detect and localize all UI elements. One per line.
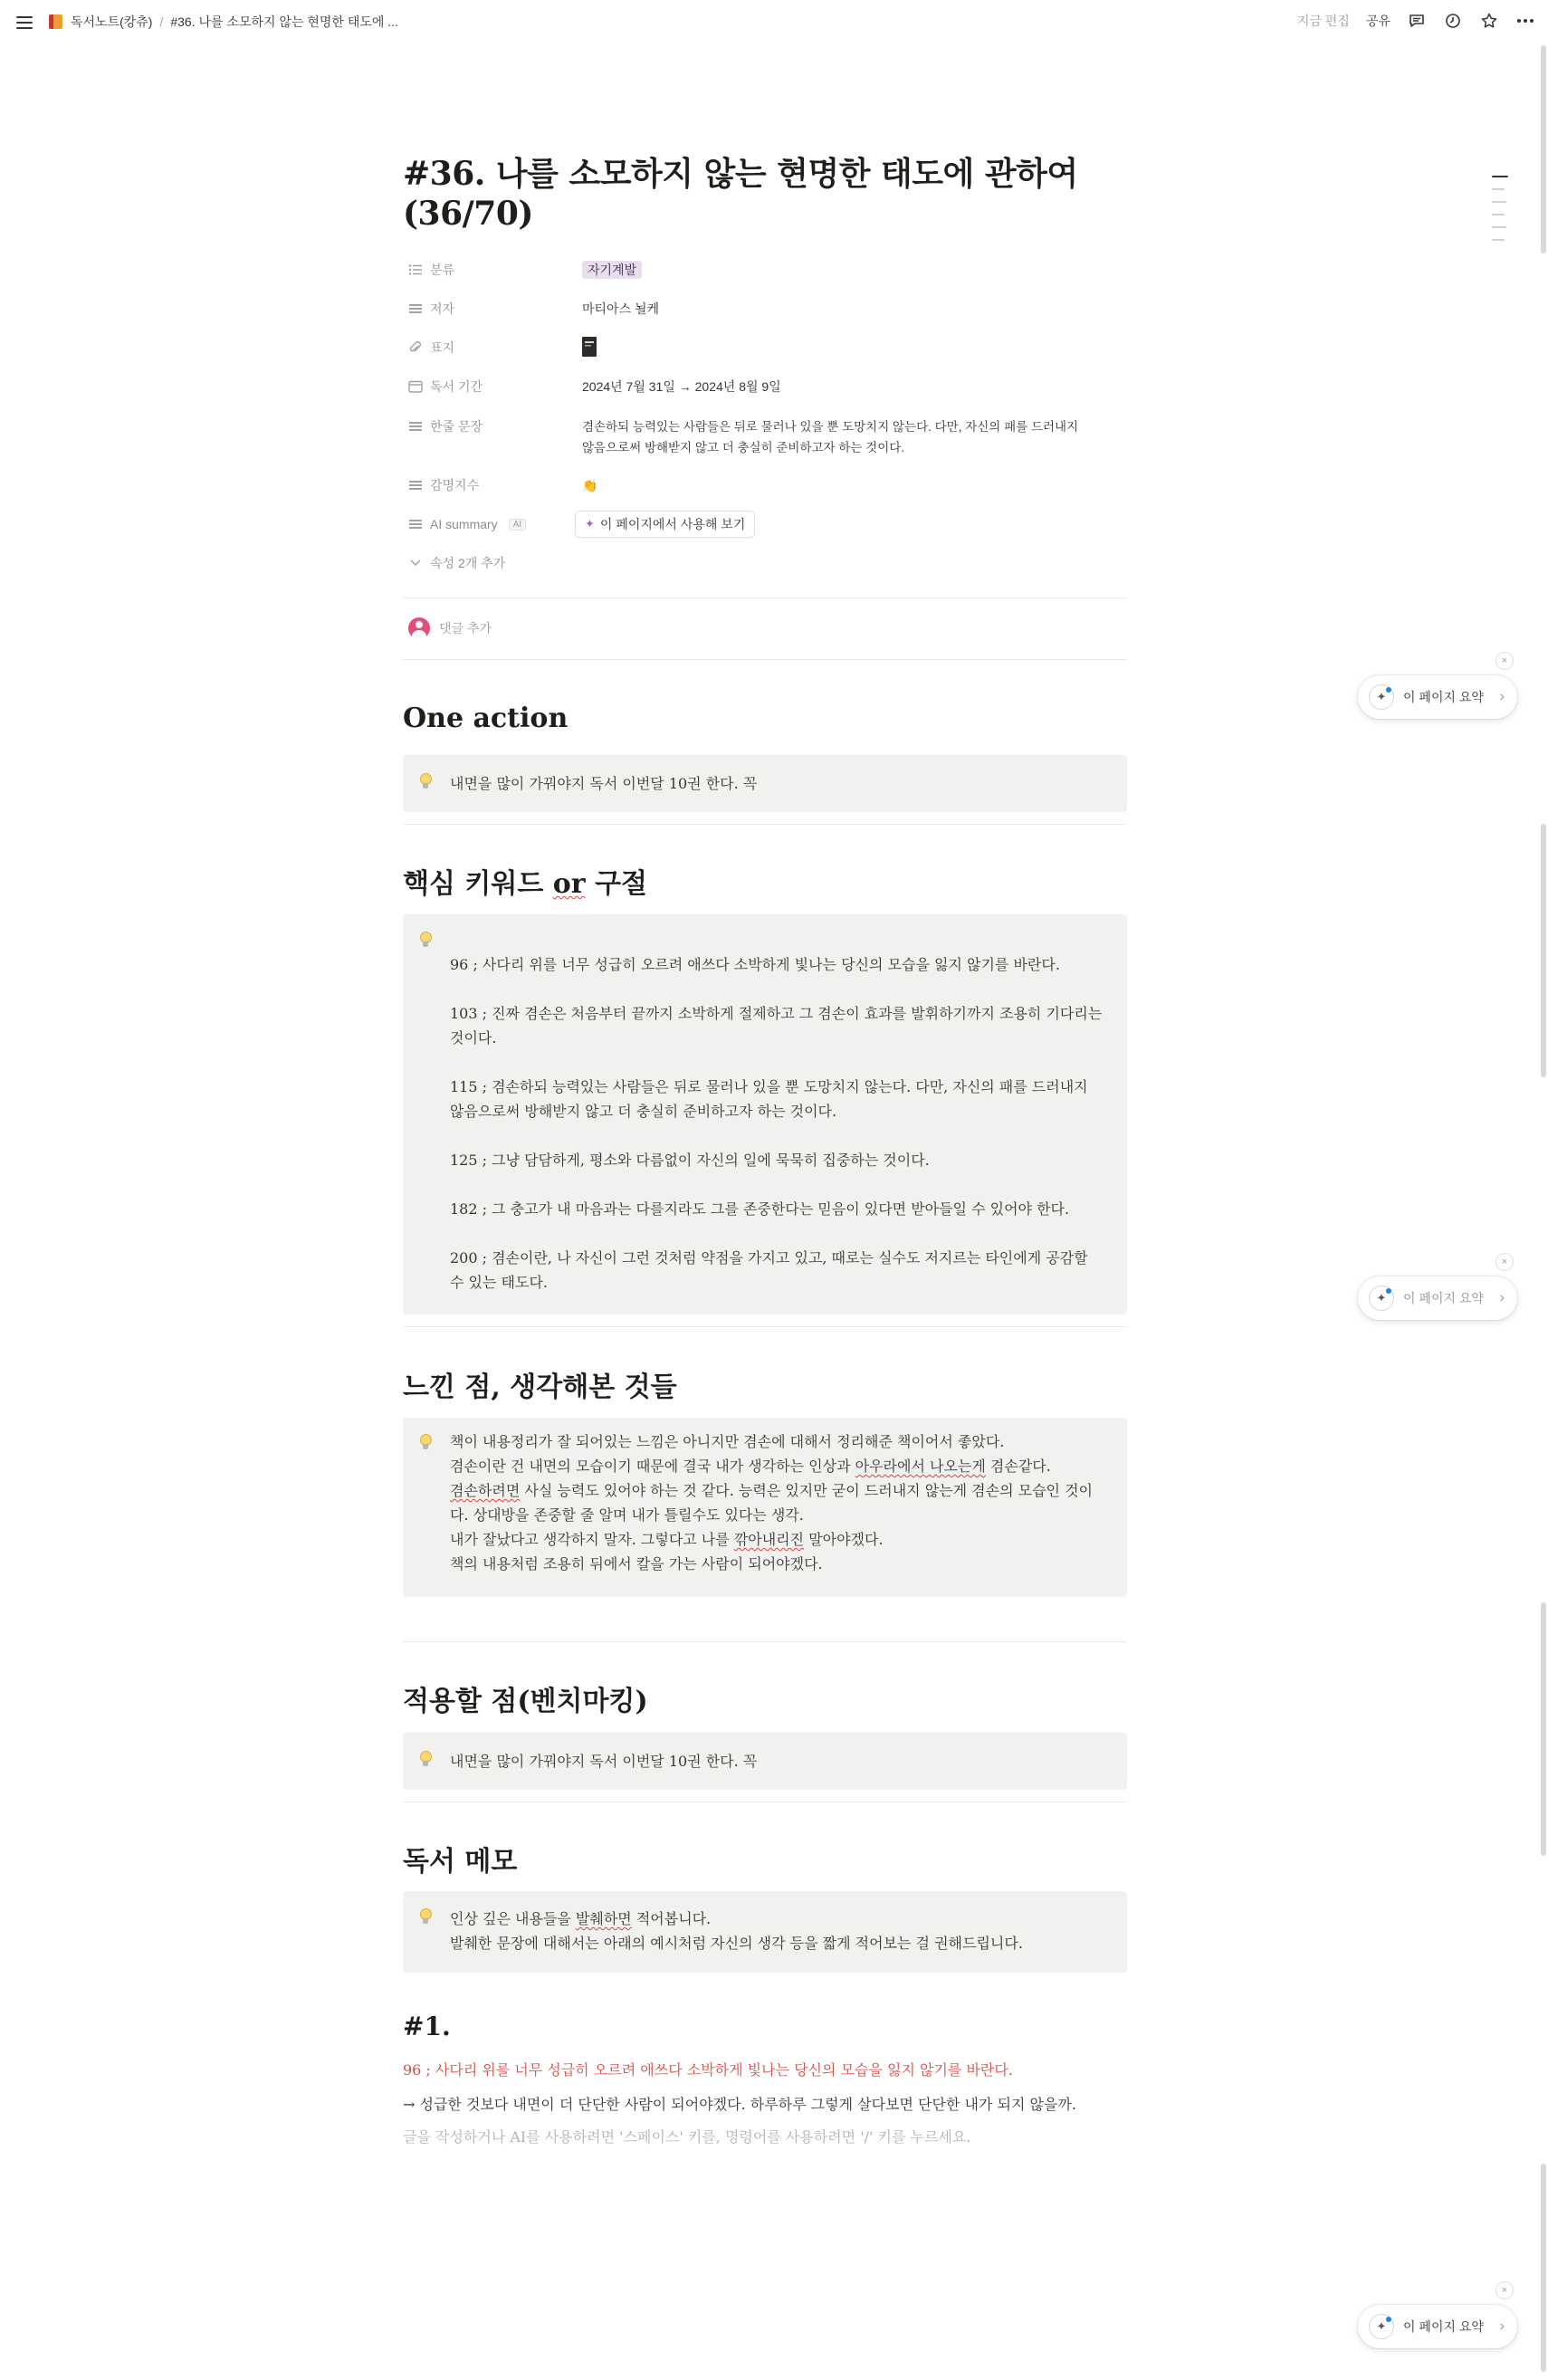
close-icon[interactable]: × — [1495, 1253, 1514, 1271]
feelings-text: 책이 내용정리가 잘 되어있는 느낌은 아니지만 겸손에 대해서 정리해준 책이어서 좋았다. 겸손이란 건 내면의 모습이기 때문에 결국 내가 생각하는 인상과 아우라에서 나오는게 겸손같다. 겸손하려면 사실 능력도 있어야 하는 것 같다. 능력은 있지만 굳이 드러내지 않는게 겸손의 모습인 것이다. 상대방을 존중할 줄 알며 내가 틀릴수도 있다는 생각. 내가 잘났다고 생각하지 말자. 그렇다고 나를 깎아내리진 말아야겠다. 책의 내용처럼 조용히 뒤에서 칼을 가는 사람이 되어야겠다. — [450, 1433, 1093, 1572]
page-summary-button[interactable] — [1358, 1276, 1517, 1320]
calendar-icon — [408, 380, 423, 393]
close-icon[interactable]: × — [1495, 2281, 1514, 2299]
keyword-item: 200 ; 겸손이란, 나 자신이 그런 것처럼 약점을 가지고 있고, 때로는 실수도 저지르는 타인에게 공감할 수 있는 태도다. — [450, 1249, 1088, 1291]
callout-apply[interactable] — [403, 1733, 1127, 1790]
page-title[interactable]: #36. 나를 소모하지 않는 현명한 태도에 관하여 (36/70) — [403, 155, 1078, 233]
section-heading-keywords[interactable]: 핵심 키워드 or 구절 — [403, 868, 648, 900]
page-summary-button[interactable] — [1358, 675, 1517, 719]
property-label: 한줄 문장 — [430, 419, 483, 434]
property-cover[interactable] — [403, 335, 1127, 360]
chevron-down-icon — [408, 557, 423, 569]
property-label: AI summary — [430, 517, 498, 531]
keyword-item: 182 ; 그 충고가 내 마음과는 다를지라도 그를 존중한다는 믿음이 있다면 받아들일 수 있어야 한다. — [450, 1200, 1070, 1218]
list-icon — [408, 263, 423, 276]
property-label: 분류 — [430, 263, 455, 277]
sparkle-icon: ✦ — [1369, 684, 1394, 710]
breadcrumb-page[interactable]: #36. 나를 소모하지 않는 현명한 태도에 ... — [170, 14, 398, 29]
property-label: 저자 — [430, 301, 455, 316]
note-heading[interactable]: #1. — [403, 2012, 451, 2041]
property-author[interactable] — [403, 296, 1127, 321]
ai-summary-button[interactable]: ✦ 이 페이지에서 사용해 보기 — [575, 511, 755, 538]
more-options-icon[interactable] — [1515, 11, 1535, 31]
divider — [403, 1641, 1127, 1642]
keyword-item: 96 ; 사다리 위를 너무 성급히 오르려 애쓰다 소박하게 빛나는 당신의 모습을 잃지 않기를 바란다. — [450, 956, 1060, 973]
keyword-item: 103 ; 진짜 겸손은 처음부터 끝까지 소박하게 절제하고 그 겸손이 효과를 발휘하기까지 조용히 기다리는 것이다. — [450, 1005, 1103, 1047]
callout-text: 내면을 많이 가꿔야지 독서 이번달 10권 한다. 꼭 — [450, 775, 758, 792]
text-lines-icon — [408, 479, 423, 492]
summary-label: 이 페이지 요약 — [1403, 1291, 1484, 1305]
property-category[interactable] — [403, 257, 1127, 282]
divider — [403, 659, 1127, 660]
add-comment[interactable] — [408, 617, 492, 639]
keyword-list — [450, 952, 1105, 1295]
keyword-item: 115 ; 겸손하되 능력있는 사람들은 뒤로 물러나 있을 뿐 도망치지 않는다. 다만, 자신의 패를 드러내지 않음으로써 방해받지 않고 더 충실히 준비하고자 하는 것이다. — [450, 1078, 1088, 1120]
scrollbar[interactable] — [1539, 45, 1548, 2380]
lightbulb-icon — [417, 1907, 432, 1927]
category-tag[interactable]: 자기계발 — [582, 261, 642, 279]
note-reflection[interactable]: → 성급한 것보다 내면이 더 단단한 사람이 되어야겠다. 하루하루 그렇게 살다보면 단단한 내가 되지 않을까. — [403, 2096, 1076, 2113]
property-impression[interactable] — [403, 473, 1127, 498]
section-heading-feelings[interactable]: 느낀 점, 생각해본 것들 — [403, 1372, 677, 1403]
sparkle-icon: ✦ — [1369, 1286, 1394, 1311]
section-heading-apply[interactable]: 적용할 점(벤치마킹) — [403, 1686, 648, 1717]
sentence-value: 겸손하되 능력있는 사람들은 뒤로 물러나 있을 뿐 도망치지 않는다. 다만, 자신의 패를 드러내지 않음으로써 방해받지 않고 더 충실히 준비하고자 하는 것이다. — [582, 420, 1079, 454]
sidebar-menu-icon[interactable] — [13, 11, 36, 34]
section-heading-one-action[interactable]: One action — [403, 703, 569, 734]
callout-keywords[interactable] — [403, 914, 1127, 1314]
breadcrumb-workspace[interactable]: 독서노트(캉츄) — [71, 14, 153, 29]
property-sentence[interactable] — [403, 413, 1127, 458]
impression-value: 👏 — [582, 477, 598, 492]
paperclip-icon — [408, 341, 423, 354]
lightbulb-icon — [417, 772, 432, 792]
top-bar — [0, 0, 1548, 45]
text-lines-icon — [408, 302, 423, 315]
comment-placeholder: 댓글 추가 — [439, 621, 492, 636]
callout-one-action[interactable] — [403, 755, 1127, 812]
lightbulb-icon — [417, 1433, 432, 1453]
divider — [403, 597, 1127, 598]
avatar — [408, 617, 430, 639]
breadcrumb-separator: / — [159, 14, 164, 29]
show-more-properties[interactable] — [403, 550, 1127, 576]
ai-badge: AI — [509, 519, 526, 530]
period-value: 2024년 7월 31일 → 2024년 8월 9일 — [582, 379, 781, 394]
callout-feelings[interactable] — [403, 1418, 1127, 1597]
property-label: 독서 기간 — [430, 379, 483, 394]
sparkle-icon: ✦ — [1369, 2314, 1394, 2339]
property-ai-summary[interactable] — [403, 511, 1127, 537]
divider — [403, 1326, 1127, 1327]
close-icon[interactable]: × — [1495, 652, 1514, 670]
book-icon — [49, 14, 63, 30]
table-of-contents[interactable] — [1492, 176, 1510, 252]
lightbulb-icon — [417, 931, 432, 951]
property-label: 표지 — [430, 340, 455, 355]
last-edited-label: 지금 편집 — [1296, 14, 1350, 28]
memo-text: 인상 깊은 내용들을 발췌하면 적어봅니다. 발췌한 문장에 대해서는 아래의 예시처럼 자신의 생각 등을 짧게 적어보는 걸 권해드립니다. — [450, 1910, 1023, 1952]
property-label: 감명지수 — [430, 478, 480, 492]
more-properties-label: 속성 2개 추가 — [430, 556, 506, 570]
chevron-right-icon: › — [1499, 2318, 1505, 2334]
favorite-star-icon[interactable] — [1479, 11, 1499, 31]
chevron-right-icon: › — [1499, 689, 1505, 704]
note-quote[interactable]: 96 ; 사다리 위를 너무 성급히 오르려 애쓰다 소박하게 빛나는 당신의 모습을 잃지 않기를 바란다. — [403, 2061, 1013, 2079]
sparkle-icon: ✦ — [585, 517, 595, 530]
history-icon[interactable] — [1443, 11, 1463, 31]
page-summary-button[interactable] — [1358, 2305, 1517, 2348]
cover-thumbnail[interactable] — [582, 337, 597, 359]
lightbulb-icon — [417, 1750, 432, 1770]
callout-memo[interactable] — [403, 1891, 1127, 1973]
divider — [403, 824, 1127, 825]
summary-label: 이 페이지 요약 — [1403, 690, 1484, 704]
keyword-item: 125 ; 그냥 담담하게, 평소와 다름없이 자신의 일에 묵묵히 집중하는 것이다. — [450, 1152, 930, 1169]
text-lines-icon — [408, 518, 423, 530]
callout-text: 내면을 많이 가꿔야지 독서 이번달 10권 한다. 꼭 — [450, 1753, 758, 1770]
property-period[interactable] — [403, 374, 1127, 399]
summary-label: 이 페이지 요약 — [1403, 2319, 1484, 2334]
comments-icon[interactable] — [1407, 11, 1427, 31]
author-value: 마티아스 뇔케 — [582, 301, 660, 316]
chevron-right-icon: › — [1499, 1290, 1505, 1305]
share-button[interactable]: 공유 — [1365, 14, 1390, 28]
empty-block-placeholder[interactable]: 글을 작성하거나 AI를 사용하려면 '스페이스' 키를, 명령어를 사용하려면 '/' 키를 누르세요. — [403, 2128, 971, 2146]
section-heading-memo[interactable]: 독서 메모 — [403, 1846, 518, 1878]
text-lines-icon — [408, 420, 423, 433]
breadcrumb — [49, 13, 398, 31]
